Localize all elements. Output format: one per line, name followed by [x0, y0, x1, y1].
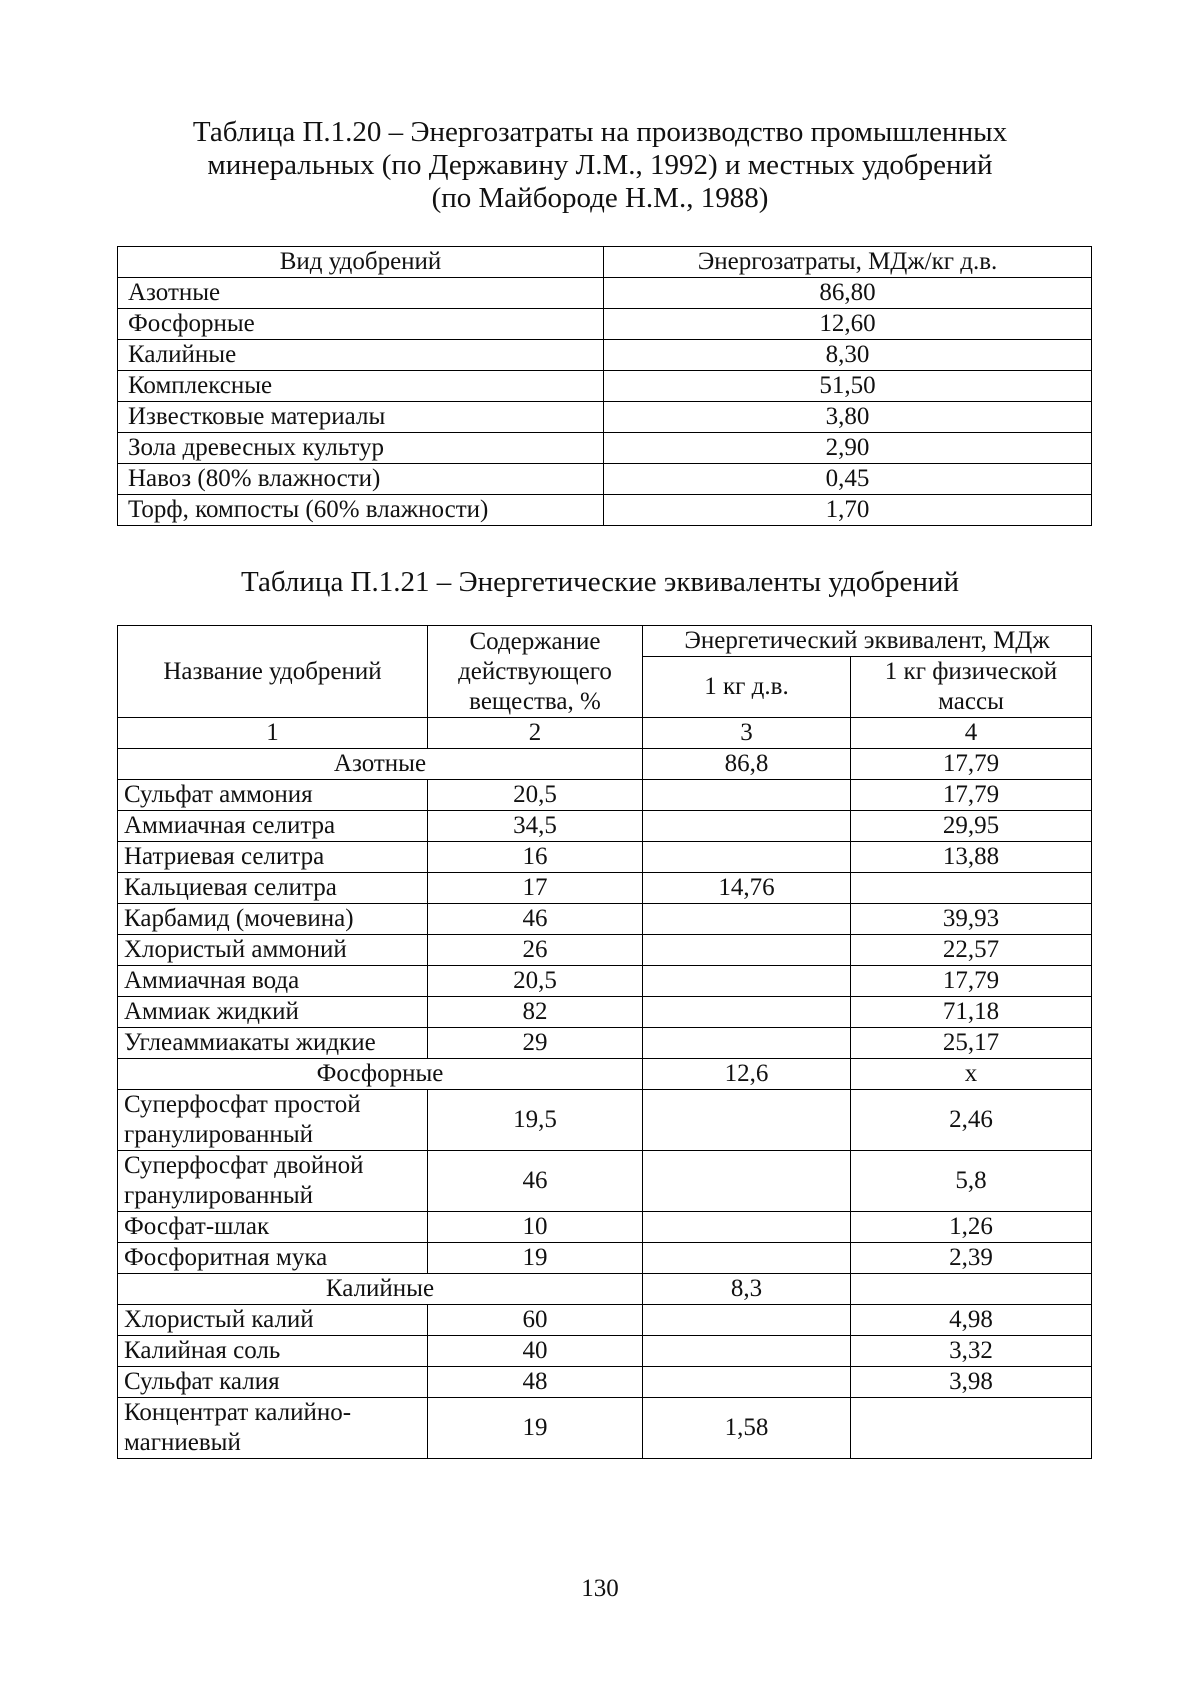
content-cell: 10 [428, 1212, 643, 1243]
content-cell: 82 [428, 997, 643, 1028]
content-cell: 29 [428, 1028, 643, 1059]
table-row [118, 1028, 1092, 1059]
table-row [118, 433, 1092, 464]
energy-cost-cell: 8,30 [604, 340, 1092, 371]
per-kg-dv-cell [643, 1151, 851, 1212]
per-kg-phys-cell: 4,98 [851, 1305, 1092, 1336]
table-row [118, 402, 1092, 433]
table1-title-line: (по Майбороде Н.М., 1988) [0, 182, 1200, 215]
per-kg-phys-cell: 71,18 [851, 997, 1092, 1028]
fertilizer-type-cell: Азотные [118, 278, 604, 309]
fertilizer-name-cell: Углеаммиакаты жидкие [118, 1028, 428, 1059]
per-kg-phys-cell: 3,32 [851, 1336, 1092, 1367]
fertilizer-name-cell: Хлористый аммоний [118, 935, 428, 966]
table1-title-line: минеральных (по Державину Л.М., 1992) и местных удобрений [0, 149, 1200, 182]
table-row [118, 904, 1092, 935]
fertilizer-name-cell: Карбамид (мочевина) [118, 904, 428, 935]
per-kg-dv-cell: 14,76 [643, 873, 851, 904]
section-name-cell: Калийные [118, 1274, 643, 1305]
section-row [118, 749, 1092, 780]
table-row [118, 935, 1092, 966]
energy-cost-cell: 1,70 [604, 495, 1092, 526]
table-row [118, 495, 1092, 526]
per-kg-phys-cell: 39,93 [851, 904, 1092, 935]
energy-cost-cell: 3,80 [604, 402, 1092, 433]
table2-title: Таблица П.1.21 – Энергетические эквиваленты удобрений [0, 566, 1200, 599]
table-row [118, 997, 1092, 1028]
table-row [118, 1243, 1092, 1274]
column-number: 4 [851, 718, 1092, 749]
table1-title [0, 116, 1200, 215]
content-cell: 34,5 [428, 811, 643, 842]
content-cell: 60 [428, 1305, 643, 1336]
per-kg-phys-cell: 25,17 [851, 1028, 1092, 1059]
column-number-row [118, 718, 1092, 749]
table-row [118, 464, 1092, 495]
per-kg-phys-cell: 29,95 [851, 811, 1092, 842]
per-kg-dv-cell [643, 811, 851, 842]
table-row [118, 842, 1092, 873]
per-kg-dv-cell [643, 1090, 851, 1151]
table-row [118, 309, 1092, 340]
table-row [118, 1090, 1092, 1151]
per-kg-phys-cell: 2,39 [851, 1243, 1092, 1274]
energy-equivalents-table [117, 625, 1092, 1459]
content-cell: 20,5 [428, 780, 643, 811]
per-kg-dv-cell [643, 1028, 851, 1059]
table-row [118, 1151, 1092, 1212]
per-kg-dv-cell [643, 997, 851, 1028]
fertilizer-name-cell: Калийная соль [118, 1336, 428, 1367]
table-row [118, 966, 1092, 997]
table-row [118, 340, 1092, 371]
energy-cost-cell: 12,60 [604, 309, 1092, 340]
column-number: 2 [428, 718, 643, 749]
header-energy-cost: Энергозатраты, МДж/кг д.в. [604, 247, 1092, 278]
fertilizer-name-cell: Концентрат калийно-магниевый [118, 1398, 428, 1459]
fertilizer-name-cell: Фосфат-шлак [118, 1212, 428, 1243]
energy-costs-table [117, 246, 1092, 526]
section-name-cell: Азотные [118, 749, 643, 780]
energy-cost-cell: 0,45 [604, 464, 1092, 495]
per-kg-phys-cell: 5,8 [851, 1151, 1092, 1212]
energy-cost-cell: 2,90 [604, 433, 1092, 464]
section-phys-cell [851, 1274, 1092, 1305]
fertilizer-name-cell: Фосфоритная мука [118, 1243, 428, 1274]
content-cell: 20,5 [428, 966, 643, 997]
table-row [118, 811, 1092, 842]
header-equivalent: Энергетический эквивалент, МДж [643, 626, 1092, 657]
table-header-row [118, 626, 1092, 657]
per-kg-phys-cell: 17,79 [851, 780, 1092, 811]
fertilizer-name-cell: Суперфосфат двойной гранулированный [118, 1151, 428, 1212]
fertilizer-type-cell: Калийные [118, 340, 604, 371]
section-row [118, 1059, 1092, 1090]
table-row [118, 1367, 1092, 1398]
fertilizer-type-cell: Известковые материалы [118, 402, 604, 433]
per-kg-dv-cell [643, 966, 851, 997]
per-kg-dv-cell [643, 935, 851, 966]
page-number: 130 [0, 1575, 1200, 1603]
table-header-row [118, 247, 1092, 278]
section-dv-cell: 8,3 [643, 1274, 851, 1305]
content-cell: 19,5 [428, 1090, 643, 1151]
per-kg-phys-cell: 22,57 [851, 935, 1092, 966]
fertilizer-name-cell: Аммиачная вода [118, 966, 428, 997]
per-kg-dv-cell [643, 904, 851, 935]
per-kg-dv-cell [643, 1367, 851, 1398]
energy-cost-cell: 51,50 [604, 371, 1092, 402]
table-row [118, 873, 1092, 904]
fertilizer-name-cell: Суперфосфат простой гранулированный [118, 1090, 428, 1151]
table-row [118, 1336, 1092, 1367]
fertilizer-type-cell: Комплексные [118, 371, 604, 402]
per-kg-dv-cell [643, 780, 851, 811]
per-kg-dv-cell [643, 1336, 851, 1367]
section-phys-cell: 17,79 [851, 749, 1092, 780]
content-cell: 16 [428, 842, 643, 873]
header-content: Содержание действующего вещества, % [428, 626, 643, 718]
table-row [118, 371, 1092, 402]
header-fertilizer-type: Вид удобрений [118, 247, 604, 278]
per-kg-dv-cell [643, 1212, 851, 1243]
section-dv-cell: 86,8 [643, 749, 851, 780]
header-per-kg-dv: 1 кг д.в. [643, 657, 851, 718]
per-kg-phys-cell: 17,79 [851, 966, 1092, 997]
per-kg-phys-cell: 1,26 [851, 1212, 1092, 1243]
section-dv-cell: 12,6 [643, 1059, 851, 1090]
content-cell: 19 [428, 1243, 643, 1274]
per-kg-phys-cell: 3,98 [851, 1367, 1092, 1398]
section-phys-cell: х [851, 1059, 1092, 1090]
per-kg-dv-cell: 1,58 [643, 1398, 851, 1459]
per-kg-dv-cell [643, 1243, 851, 1274]
per-kg-phys-cell: 2,46 [851, 1090, 1092, 1151]
section-row [118, 1274, 1092, 1305]
content-cell: 46 [428, 904, 643, 935]
content-cell: 46 [428, 1151, 643, 1212]
section-name-cell: Фосфорные [118, 1059, 643, 1090]
fertilizer-name-cell: Сульфат калия [118, 1367, 428, 1398]
table-row [118, 1212, 1092, 1243]
column-number: 1 [118, 718, 428, 749]
per-kg-dv-cell [643, 1305, 851, 1336]
header-name: Название удобрений [118, 626, 428, 718]
table-row [118, 278, 1092, 309]
table1-title-line: Таблица П.1.20 – Энергозатраты на производство промышленных [0, 116, 1200, 149]
fertilizer-type-cell: Навоз (80% влажности) [118, 464, 604, 495]
fertilizer-name-cell: Сульфат аммония [118, 780, 428, 811]
energy-cost-cell: 86,80 [604, 278, 1092, 309]
fertilizer-name-cell: Аммиак жидкий [118, 997, 428, 1028]
table-row [118, 780, 1092, 811]
per-kg-phys-cell [851, 1398, 1092, 1459]
content-cell: 40 [428, 1336, 643, 1367]
content-cell: 26 [428, 935, 643, 966]
fertilizer-type-cell: Зола древесных культур [118, 433, 604, 464]
table-row [118, 1305, 1092, 1336]
content-cell: 48 [428, 1367, 643, 1398]
content-cell: 19 [428, 1398, 643, 1459]
per-kg-phys-cell [851, 873, 1092, 904]
per-kg-dv-cell [643, 842, 851, 873]
fertilizer-name-cell: Кальциевая селитра [118, 873, 428, 904]
fertilizer-name-cell: Аммиачная селитра [118, 811, 428, 842]
fertilizer-name-cell: Хлористый калий [118, 1305, 428, 1336]
fertilizer-type-cell: Фосфорные [118, 309, 604, 340]
per-kg-phys-cell: 13,88 [851, 842, 1092, 873]
header-per-kg-phys: 1 кг физической массы [851, 657, 1092, 718]
table-row [118, 1398, 1092, 1459]
content-cell: 17 [428, 873, 643, 904]
fertilizer-name-cell: Натриевая селитра [118, 842, 428, 873]
fertilizer-type-cell: Торф, компосты (60% влажности) [118, 495, 604, 526]
column-number: 3 [643, 718, 851, 749]
